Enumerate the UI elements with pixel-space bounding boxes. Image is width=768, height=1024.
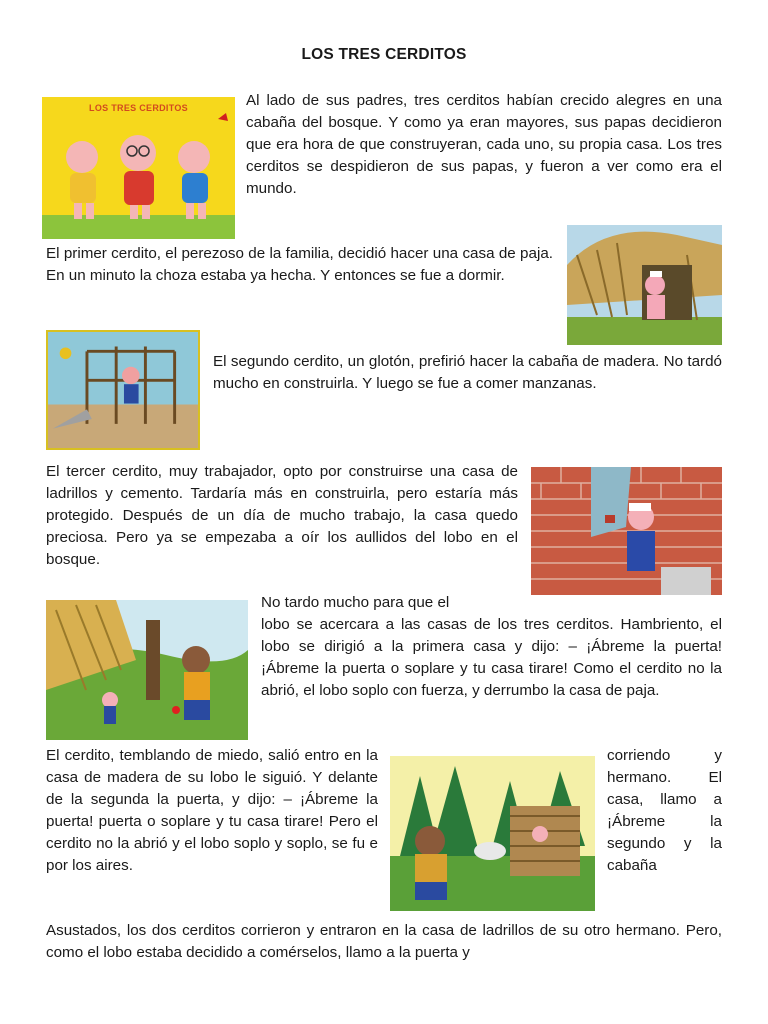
paragraph-5: lobo se acercara a las casas de los tres cerditos. Hambriento, el lobo se dirigió a la primera casa y dijo: – ¡Ábreme la puerta! ¡Ábreme la puerta o soplare y tu casa tirare! Como el cerdito no la abrió, el lobo soplo con fuerza, y derrumbo la casa de paja. xyxy=(261,616,722,699)
paragraph-1: Al lado de sus padres, tres cerditos habían crecido alegres en una cabaña del bosque. Y como ya eran mayores, sus papas decidieron que era hora de que construyeran, cada uno, su propia casa. Los tres cerditos se despidieron de sus papas, y fueron a ver como era el mundo. xyxy=(246,92,722,197)
straw-house-image xyxy=(567,225,722,345)
paragraph-6-left: El cerdito, temblando de miedo, salió entro en la casa de madera de su lobo le siguió. Y delante de la segunda la puerta, y dijo: – ¡Ábreme la puerta! puerta o soplare y tu casa tirare! Pero el cerdito no la abrió y el lobo soplo y soplo, se fu e por los aires. xyxy=(46,747,378,874)
wooden-house-image xyxy=(46,330,200,450)
paragraph-7: Asustados, los dos cerditos corrieron y entraron en la casa de ladrillos de su otro hermano. Pero, como el lobo estaba decidido a comérselos, llamo a la puerta y xyxy=(46,922,722,961)
paragraph-3: El segundo cerdito, un glotón, prefirió hacer la cabaña de madera. No tardó mucho en construirla. Y luego se fue a comer manzanas. xyxy=(213,353,722,392)
wolf-straw-house-image xyxy=(46,600,248,740)
paragraph-6-right: corriendo y hermano. El casa, llamo a ¡Ábreme la segundo y la cabaña xyxy=(607,747,722,874)
paragraph-2: El primer cerdito, el perezoso de la familia, decidió hacer una casa de paja. En un minuto la choza estaba ya hecha. Y entonces se fue a dormir. xyxy=(46,245,553,284)
brick-house-image xyxy=(531,467,722,595)
paragraph-5-start: No tardo mucho para que el xyxy=(261,594,450,611)
cover-title-text: LOS TRES CERDITOS xyxy=(89,103,188,113)
wolf-wooden-house-image xyxy=(390,756,595,911)
page-title: LOS TRES CERDITOS xyxy=(301,46,467,63)
three-pigs-cover-image xyxy=(42,97,235,239)
paragraph-4: El tercer cerdito, muy trabajador, opto por construirse una casa de ladrillos y cemento. Tardaría más en construirla, pero estaría más protegido. Después de un día de mucho trabajo, la casa quedo preciosa. Pero ya se empezaba a oír los aullidos del lobo en el bosque. xyxy=(46,463,518,568)
